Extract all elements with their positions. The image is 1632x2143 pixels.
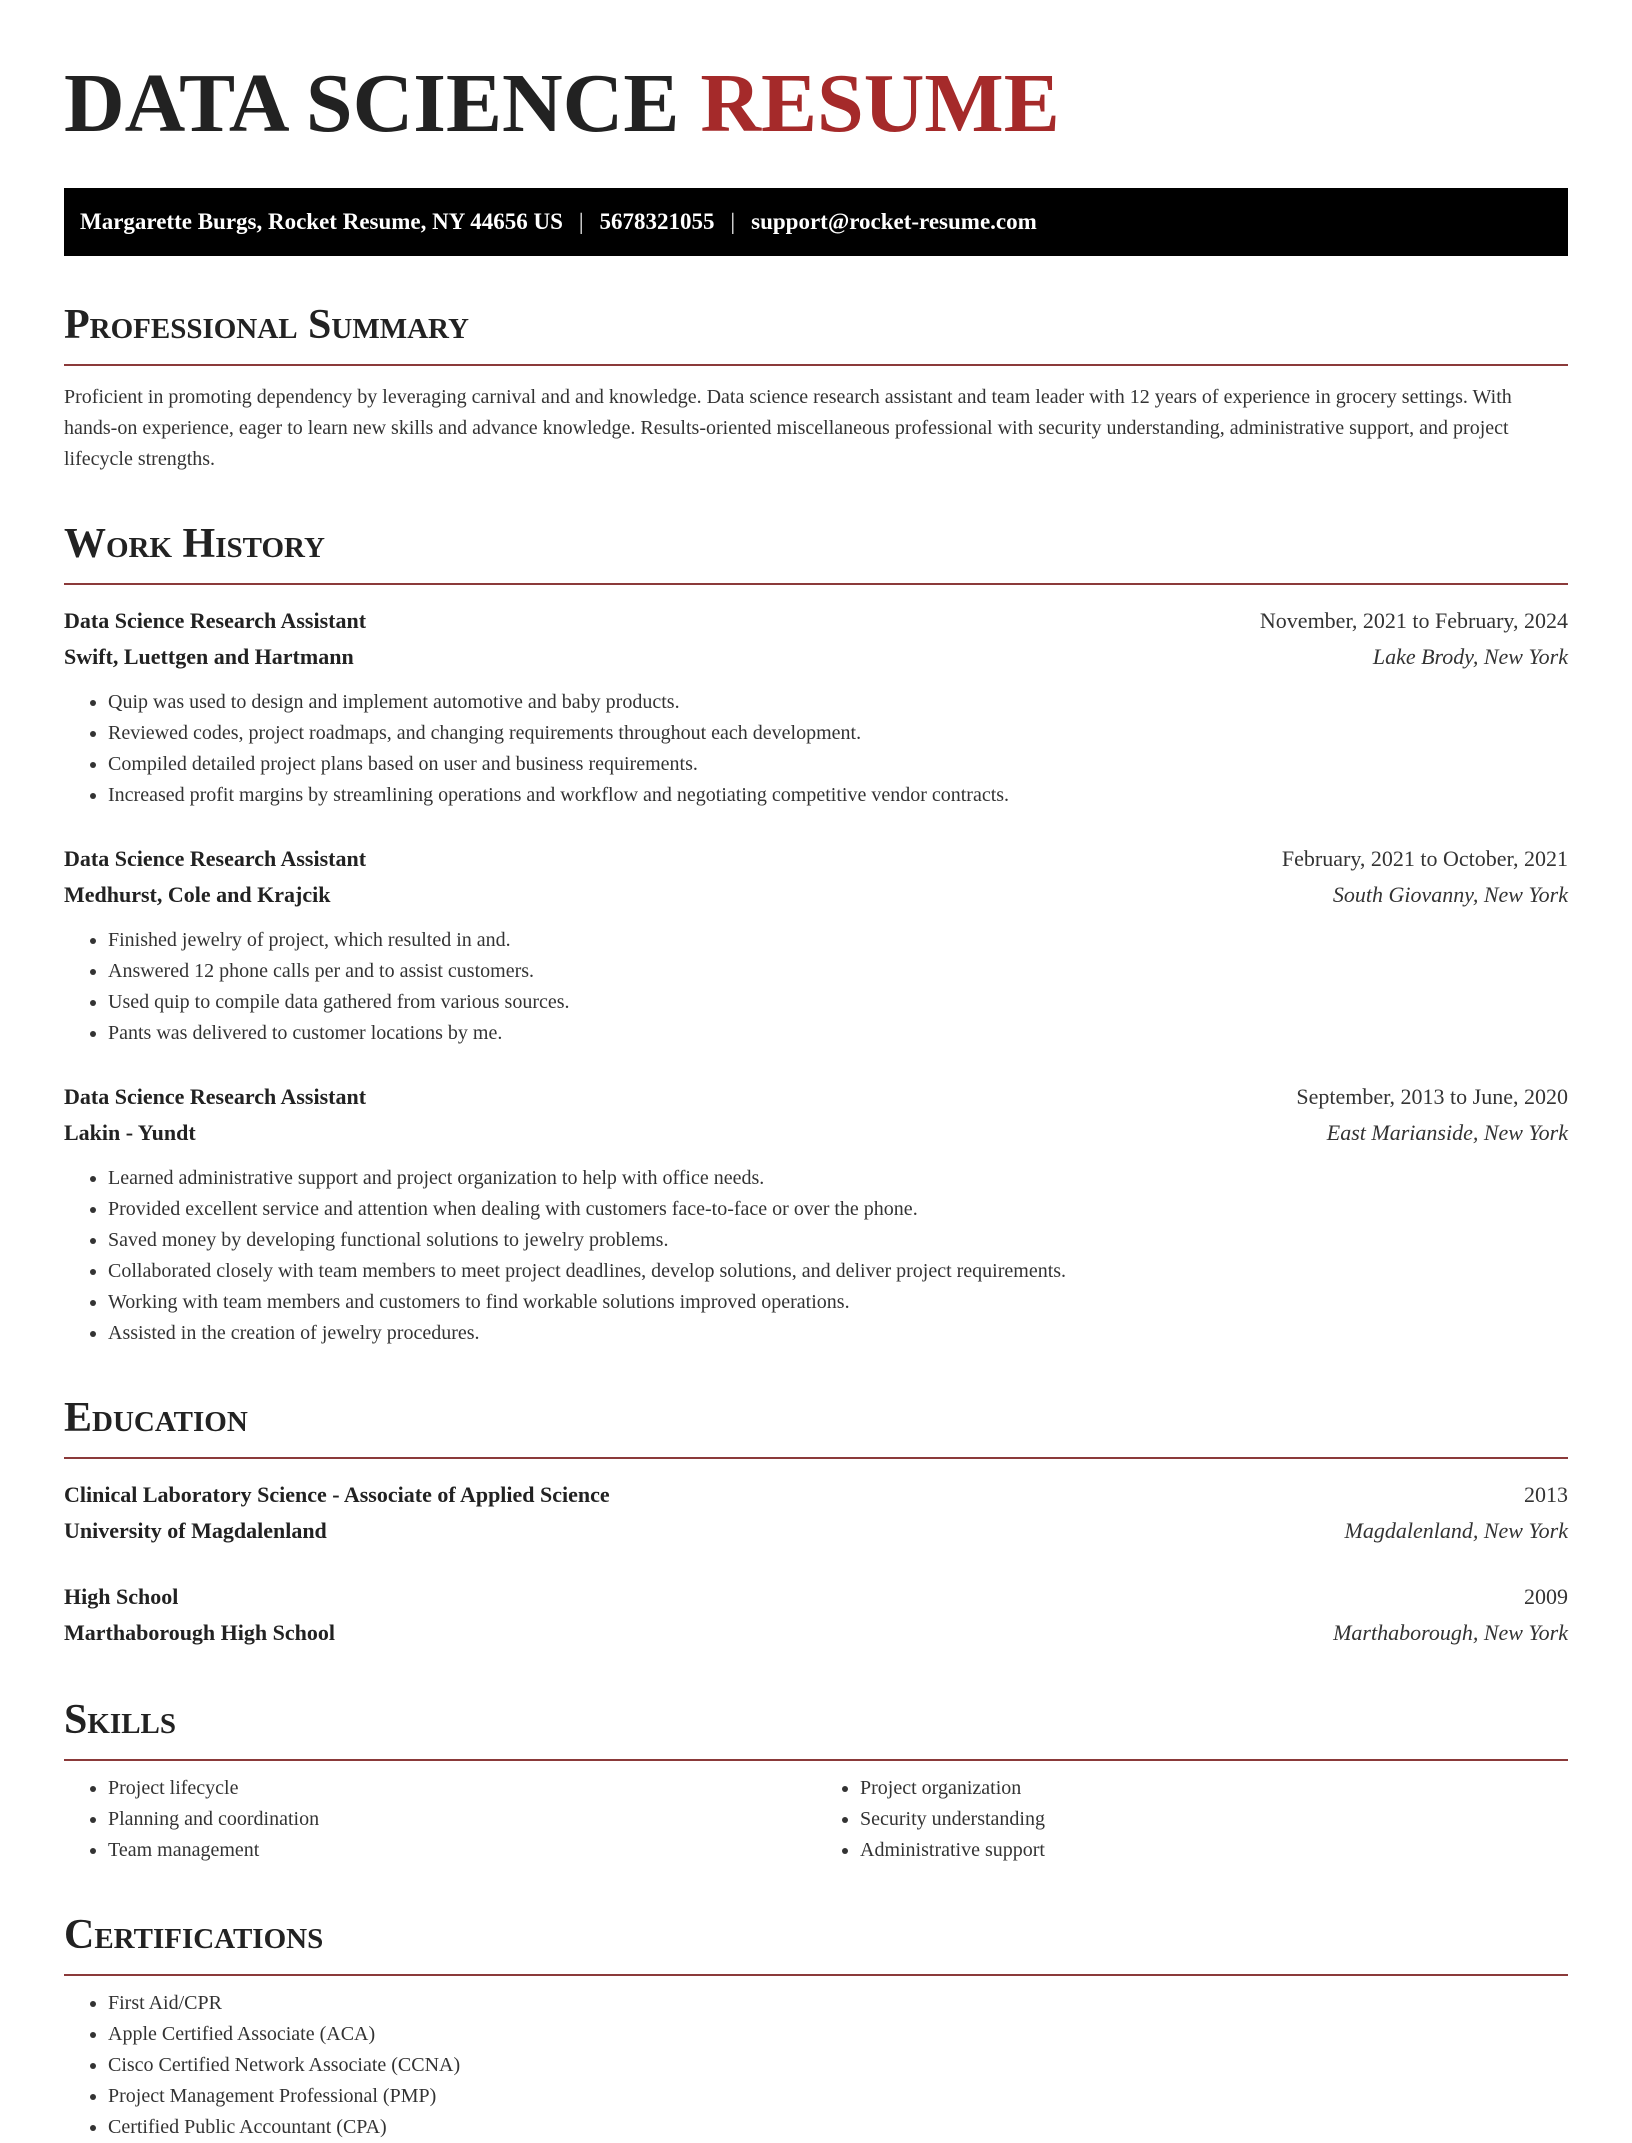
education-school: University of Magdalenland (64, 1518, 327, 1543)
skill-item: • Security understanding (860, 1804, 1568, 1835)
job-bullets (64, 1163, 1568, 1349)
education-degree: High School (64, 1584, 179, 1609)
job-company: Lakin - Yundt (64, 1120, 196, 1145)
certification-item: • Project Management Professional (PMP) (108, 2081, 1568, 2112)
contact-phone: 5678321055 (599, 209, 715, 234)
education-degree-row (64, 1477, 1568, 1513)
job-title: Data Science Research Assistant (64, 608, 367, 633)
resume-title (64, 58, 1568, 150)
education-year: 2013 (1524, 1482, 1568, 1507)
job-title-row (64, 603, 1568, 639)
job-bullet: • Increased profit margins by streamlining operations and workflow and negotiating competitive vendor contracts. (108, 780, 1568, 811)
job-bullet: • Quip was used to design and implement automotive and baby products. (108, 687, 1568, 718)
job-title: Data Science Research Assistant (64, 846, 367, 871)
summary-heading: Professional Summary (64, 300, 1568, 366)
job-company: Swift, Luettgen and Hartmann (64, 644, 354, 669)
job-bullet: • Finished jewelry of project, which resulted in and. (108, 925, 1568, 956)
skill-item: • Project lifecycle (108, 1773, 816, 1804)
job-bullet: • Reviewed codes, project roadmaps, and changing requirements throughout each development. (108, 718, 1568, 749)
contact-separator: | (578, 209, 584, 234)
contact-separator: | (730, 209, 736, 234)
skill-item: • Planning and coordination (108, 1804, 816, 1835)
education-degree-row (64, 1579, 1568, 1615)
job-entry (64, 1079, 1568, 1349)
education-heading: Education (64, 1393, 1568, 1459)
education-year: 2009 (1524, 1584, 1568, 1609)
job-bullet: • Assisted in the creation of jewelry procedures. (108, 1318, 1568, 1349)
job-bullets (64, 925, 1568, 1049)
job-company: Medhurst, Cole and Krajcik (64, 882, 331, 907)
job-title-row (64, 841, 1568, 877)
education-school-row (64, 1615, 1568, 1651)
job-dates: February, 2021 to October, 2021 (1281, 846, 1568, 871)
education-entry (64, 1477, 1568, 1549)
job-dates: September, 2013 to June, 2020 (1296, 1084, 1568, 1109)
job-entry (64, 841, 1568, 1049)
certification-item: • Certified Public Accountant (CPA) (108, 2112, 1568, 2143)
contact-address: Margarette Burgs, Rocket Resume, NY 44656 US (80, 209, 563, 234)
certifications-heading: Certifications (64, 1910, 1568, 1976)
job-company-row (64, 877, 1568, 913)
contact-email: support@rocket-resume.com (751, 209, 1037, 234)
job-title: Data Science Research Assistant (64, 1084, 367, 1109)
work-history-heading: Work History (64, 519, 1568, 585)
certification-item: • Cisco Certified Network Associate (CCNA) (108, 2050, 1568, 2081)
skill-item: • Project organization (860, 1773, 1568, 1804)
certifications-list (64, 1988, 1568, 2143)
summary-text: Proficient in promoting dependency by leveraging carnival and and knowledge. Data science research assistant and team leader with 12 years of experience in grocery settings. With hands-on experience, eager to learn new skills and advance knowledge. Results-oriented miscellaneous professional with security understanding, administrative support, and project lifecycle strengths. (64, 386, 1512, 470)
certification-item: • First Aid/CPR (108, 1988, 1568, 2019)
job-bullet: • Working with team members and customers to find workable solutions improved operations. (108, 1287, 1568, 1318)
job-company-row (64, 639, 1568, 675)
skills-grid (64, 1773, 1568, 1866)
job-bullet: • Saved money by developing functional solutions to jewelry problems. (108, 1225, 1568, 1256)
job-bullet: • Compiled detailed project plans based on user and business requirements. (108, 749, 1568, 780)
job-bullet: • Used quip to compile data gathered from various sources. (108, 987, 1568, 1018)
education-location: Marthaborough, New York (1333, 1620, 1568, 1645)
job-bullet: • Collaborated closely with team members to meet project deadlines, develop solutions, and deliver project requirements. (108, 1256, 1568, 1287)
job-bullet: • Answered 12 phone calls per and to assist customers. (108, 956, 1568, 987)
job-entry (64, 603, 1568, 811)
education-school-row (64, 1513, 1568, 1549)
title-main: DATA SCIENCE (64, 57, 680, 150)
education-school: Marthaborough High School (64, 1620, 335, 1645)
job-location: South Giovanny, New York (1332, 882, 1568, 907)
job-title-row (64, 1079, 1568, 1115)
contact-bar (64, 188, 1568, 256)
job-location: Lake Brody, New York (1372, 644, 1568, 669)
job-bullets (64, 687, 1568, 811)
education-entry (64, 1579, 1568, 1651)
skills-list-right (816, 1773, 1568, 1866)
skill-item: • Team management (108, 1835, 816, 1866)
job-dates: November, 2021 to February, 2024 (1259, 608, 1568, 633)
title-accent: RESUME (700, 57, 1060, 150)
certification-item: • Apple Certified Associate (ACA) (108, 2019, 1568, 2050)
job-location: East Marianside, New York (1326, 1120, 1568, 1145)
education-location: Magdalenland, New York (1344, 1518, 1568, 1543)
skills-heading: Skills (64, 1695, 1568, 1761)
education-degree: Clinical Laboratory Science - Associate of Applied Science (64, 1482, 610, 1507)
skill-item: • Administrative support (860, 1835, 1568, 1866)
job-bullet: • Learned administrative support and project organization to help with office needs. (108, 1163, 1568, 1194)
skills-list-left (64, 1773, 816, 1866)
job-company-row (64, 1115, 1568, 1151)
job-bullet: • Provided excellent service and attention when dealing with customers face-to-face or over the phone. (108, 1194, 1568, 1225)
job-bullet: • Pants was delivered to customer locations by me. (108, 1018, 1568, 1049)
